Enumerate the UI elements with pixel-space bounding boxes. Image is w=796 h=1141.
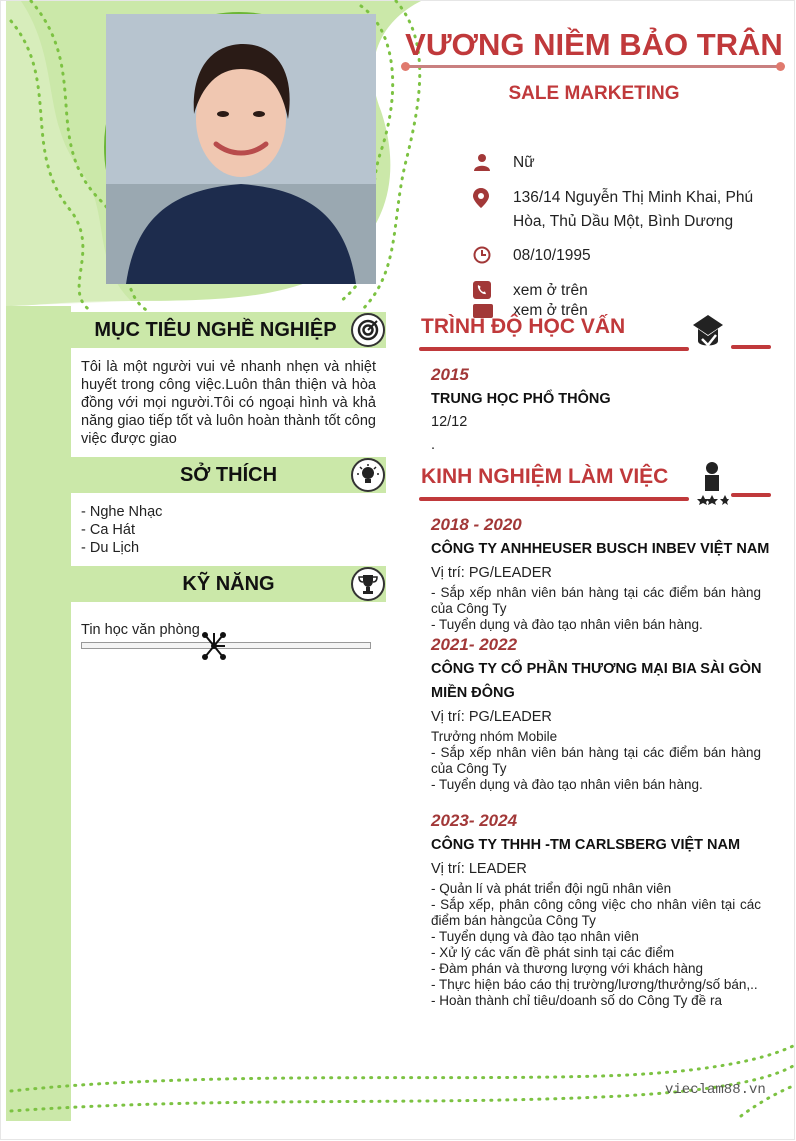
skill-level-bar bbox=[81, 642, 371, 649]
skill-label: Tin học văn phòng bbox=[81, 622, 200, 638]
hobbies-title: SỞ THÍCH bbox=[179, 463, 278, 486]
person-portrait-icon bbox=[106, 14, 376, 284]
education-header bbox=[419, 315, 771, 355]
education-title: TRÌNH ĐỘ HỌC VẤN bbox=[421, 315, 626, 338]
skills-body bbox=[71, 602, 386, 688]
duty-item: - Sắp xếp, phân công công việc cho nhân viên tại các điểm bán hàngcủa Công Ty bbox=[431, 897, 761, 928]
job-years: 2021- 2022 bbox=[431, 635, 518, 654]
duty-item: - Xử lý các vấn đề phát sinh tại các điểm bbox=[431, 945, 675, 960]
contact-birthday: 08/10/1995 bbox=[473, 244, 773, 269]
skills-header bbox=[71, 566, 386, 602]
name-underline bbox=[405, 65, 781, 68]
trophy-icon bbox=[351, 567, 385, 601]
job-position: Vị trí: PG/LEADER bbox=[431, 565, 552, 581]
duty-item: - Hoàn thành chỉ tiêu/doanh số do Công Ty đề ra bbox=[431, 993, 722, 1008]
duty-item: - Thực hiện báo cáo thị trường/lương/thưởng/số bán,.. bbox=[431, 977, 758, 992]
duty-item: - Tuyển dụng và đào tạo nhân viên bbox=[431, 929, 639, 944]
job-years: 2018 - 2020 bbox=[431, 515, 522, 534]
location-icon bbox=[473, 186, 513, 213]
duty-item: - Quản lí và phát triển đội ngũ nhân viên bbox=[431, 881, 672, 896]
job-position: Vị trí: LEADER bbox=[431, 861, 527, 877]
duty-item: Trưởng nhóm Mobile bbox=[431, 729, 558, 744]
duty-item: - Đàm phán và thương lượng với khách hàng bbox=[431, 961, 704, 976]
skills-title: KỸ NĂNG bbox=[182, 572, 275, 595]
profile-photo bbox=[104, 12, 374, 282]
education-year: 2015 bbox=[431, 365, 469, 384]
hobby-item: - Ca Hát bbox=[81, 522, 135, 538]
contact-email-clipped: xem ở trên bbox=[473, 304, 773, 312]
candidate-name: VƯƠNG NIỀM BẢO TRÂN bbox=[405, 27, 783, 62]
duty-item: - Sắp xếp nhân viên bán hàng tại các điểm bán hàng của Công Ty bbox=[431, 745, 761, 776]
duty-item: - Tuyển dụng và đào tạo nhân viên bán hàng. bbox=[431, 777, 703, 792]
phone-icon bbox=[473, 279, 513, 304]
job-company: CÔNG TY ANHHEUSER BUSCH INBEV VIỆT NAM bbox=[431, 541, 770, 557]
contact-phone: xem ở trên bbox=[473, 279, 773, 304]
clock-icon bbox=[473, 244, 513, 269]
education-grade: 12/12 bbox=[431, 414, 468, 430]
job-duties bbox=[431, 881, 761, 1009]
user-icon bbox=[473, 151, 513, 176]
duty-item: - Tuyển dụng và đào tạo nhân viên bán hàng. bbox=[431, 617, 703, 632]
objective-body bbox=[71, 348, 386, 458]
graduation-cap-icon bbox=[691, 313, 725, 358]
hobbies-body bbox=[71, 493, 386, 567]
lightbulb-icon bbox=[351, 458, 385, 492]
education-school: TRUNG HỌC PHỔ THÔNG bbox=[431, 391, 611, 407]
job-position: Vị trí: PG/LEADER bbox=[431, 709, 552, 725]
job-duties bbox=[431, 585, 761, 633]
hobby-item: - Du Lịch bbox=[81, 540, 140, 556]
job-company: CÔNG TY THHH -TM CARLSBERG VIỆT NAM bbox=[431, 837, 741, 853]
objective-title: MỤC TIÊU NGHỀ NGHIỆP bbox=[94, 318, 337, 341]
contact-address: 136/14 Nguyễn Thị Minh Khai, Phú Hòa, Thủ Dầu Một, Bình Dương bbox=[473, 186, 773, 234]
education-note: . bbox=[431, 437, 436, 453]
watermark: vieclam88.vn bbox=[665, 1082, 766, 1098]
experience-title: KINH NGHIỆM LÀM VIỆC bbox=[421, 465, 669, 488]
worker-stars-icon bbox=[695, 461, 729, 510]
hobbies-header bbox=[71, 457, 386, 493]
target-icon bbox=[351, 313, 385, 347]
skill-level-marker-icon bbox=[201, 631, 227, 661]
hobby-item: - Nghe Nhạc bbox=[81, 504, 163, 520]
objective-text: Tôi là một người vui vẻ nhanh nhẹn và nhiệt huyết trong công việc.Luôn thân thiện và hòa đồng với mọi người.Tôi có ngoại hình và khả năng giao tiếp tốt và luôn hoàn thành tốt công việc được giao bbox=[81, 359, 376, 447]
contact-gender: Nữ bbox=[473, 151, 773, 176]
objective-header bbox=[71, 312, 386, 348]
job-title: SALE MARKETING bbox=[508, 83, 680, 104]
job-years: 2023- 2024 bbox=[431, 811, 518, 830]
job-duties bbox=[431, 729, 761, 793]
experience-header bbox=[419, 465, 771, 505]
contact-list bbox=[473, 151, 773, 314]
duty-item: - Sắp xếp nhân viên bán hàng tại các điểm bán hàng của Công Ty bbox=[431, 585, 761, 616]
job-company: CÔNG TY CỔ PHẦN THƯƠNG MẠI BIA SÀI GÒN MIỀN ĐÔNG bbox=[431, 661, 762, 701]
